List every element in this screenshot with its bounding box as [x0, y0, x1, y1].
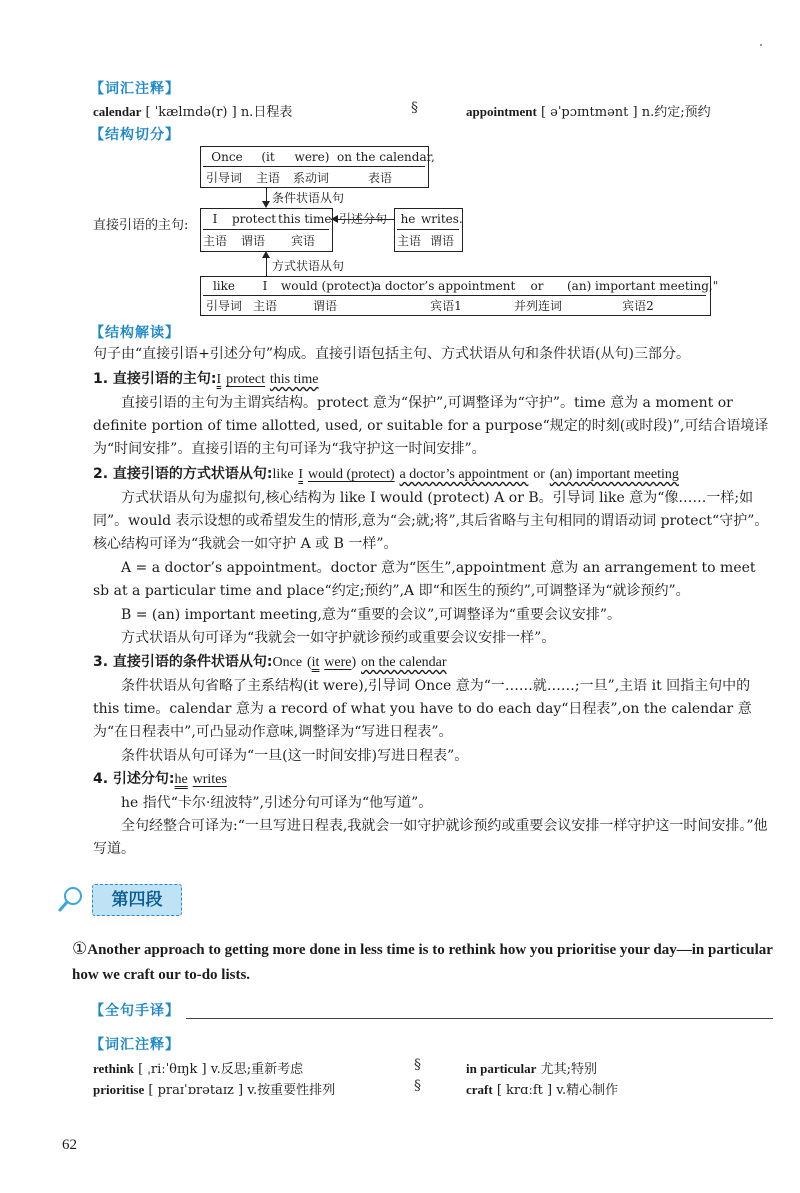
- cond-word: Once: [211, 150, 243, 164]
- manner-word: (an) important meeting,": [567, 279, 719, 293]
- cond-role: 表语: [367, 171, 392, 185]
- manner-role: 宾语2: [622, 299, 654, 313]
- main-word: I: [212, 212, 218, 226]
- report-role: 主语: [396, 234, 421, 248]
- analysis-p4: B = (an) important meeting,意为“重要的会议”,可调整译为“重要会议安排”。: [121, 607, 622, 623]
- section-title: 第四段: [111, 890, 163, 910]
- cond-word: (it: [261, 150, 275, 164]
- analysis-p6: 条件状语从句省略了主系结构(it were),引导词 Once 意为“一……就……;一旦”,主语 it 回指主句中的 this time。calendar 意为 a record of what you have to do each day“日程表”,on the calendar 意为“在日程表中”,可凸显动作意味,调整译为“写进日程表”。: [93, 678, 752, 740]
- main-word: this time: [278, 212, 332, 226]
- cond-role: 系动词: [292, 171, 329, 185]
- cond-role: 引导词: [205, 171, 242, 185]
- vocab-in-particular: in particular 尤其;特别: [466, 1061, 597, 1077]
- vocab-calendar: calendar [ ˈkælɪndə(r) ] n.日程表: [93, 104, 293, 120]
- manner-word: a doctor’s appointment: [374, 279, 516, 293]
- analysis-p9: 全句经整合可译为:“一旦写进日程表,我就会一如守护就诊预约或重要会议安排一样守护这一时间安排。”他写道。: [93, 818, 768, 857]
- cond-arrow-label: 条件状语从句: [272, 191, 345, 205]
- report-arrow-label: 引述分句: [338, 212, 387, 226]
- vocab-label: 【词汇注释】: [90, 1037, 180, 1053]
- manner-word: like: [212, 279, 236, 293]
- vocab-appointment: appointment [ əˈpɔɪntmənt ] n.约定;预约: [466, 104, 711, 120]
- report-word: writes.: [421, 212, 463, 226]
- heading-manner-clause: 2. 直接引语的方式状语从句:like I would (protect) a doctor’s appointment or (an) important meeting: [93, 466, 679, 482]
- analysis-p8: he 指代“卡尔·纽波特”,引述分句可译为“他写道”。: [121, 795, 433, 811]
- vocab-craft: craft [ krɑːft ] v.精心制作: [466, 1082, 619, 1098]
- manner-word: or: [530, 279, 544, 293]
- cond-word: on the calendar,: [337, 150, 435, 164]
- vocab-prioritise: prioritise [ praɪˈɒrətaɪz ] v.按重要性排列: [93, 1082, 336, 1098]
- magnifier-icon: [56, 884, 86, 914]
- arrow-line: [266, 257, 267, 276]
- manner-role: 谓语: [312, 299, 337, 313]
- arrow-up-icon: [262, 251, 270, 258]
- main-role: 宾语: [290, 234, 315, 248]
- main-clause-label: 直接引语的主句:: [93, 218, 189, 233]
- manner-role: 引导词: [205, 299, 242, 313]
- report-rule: [397, 229, 459, 230]
- divider-squiggle: §: [411, 100, 418, 116]
- cond-word: were): [294, 150, 330, 164]
- manner-rule: [203, 295, 706, 296]
- translate-label: 【全句手译】: [90, 1003, 180, 1019]
- arrow-down-icon: [262, 201, 270, 208]
- manner-role: 并列连词: [513, 299, 562, 313]
- analysis-p5: 方式状语从句可译为“我就会一如守护就诊预约或重要会议安排一样”。: [121, 630, 556, 646]
- cond-role: 主语: [255, 171, 280, 185]
- manner-word: I: [262, 279, 268, 293]
- main-rule: [203, 229, 329, 230]
- analysis-p1: 直接引语的主句为主谓宾结构。protect 意为“保护”,可调整译为“守护”。time 意为 a moment or definite portion of time allotted, used, or suitable for a purpose“规定的时刻(或时段)”,可结合语境译为“时间安排”。直接引语的主句可译为“我守护这一时间安排”。: [93, 395, 769, 457]
- main-role: 主语: [202, 234, 227, 248]
- analysis-label: 【结构解读】: [90, 325, 180, 341]
- structure-label: 【结构切分】: [90, 127, 180, 143]
- heading-main-clause: 1. 直接引语的主句:I protect this time: [93, 371, 319, 387]
- page-number: 62: [62, 1137, 77, 1153]
- translation-input-line[interactable]: [186, 1018, 773, 1019]
- section-title-box: [92, 884, 182, 916]
- report-role: 谓语: [429, 234, 454, 248]
- key-sentence: ①Another approach to getting more done in less time is to rethink how you prioritise your day—in particular how we craft our to-do lists.: [72, 939, 773, 983]
- heading-condition-clause: 3. 直接引语的条件状语从句:Once (it were) on the calendar: [93, 654, 447, 670]
- divider-squiggle: §: [414, 1078, 421, 1094]
- heading-reporting-clause: 4. 引述分句:he writes: [93, 771, 227, 787]
- manner-role: 宾语1: [430, 299, 462, 313]
- analysis-intro: 句子由“直接引语+引述分句”构成。直接引语包括主句、方式状语从句和条件状语(从句)三部分。: [93, 346, 690, 362]
- vocab-rethink: rethink [ ˌriːˈθɪŋk ] v.反思;重新考虑: [93, 1061, 304, 1077]
- divider-squiggle: §: [414, 1057, 421, 1073]
- manner-word: would (protect): [281, 279, 376, 293]
- main-word: protect: [232, 212, 277, 226]
- analysis-p2: 方式状语从句为虚拟句,核心结构为 like I would (protect) A or B。引导词 like 意为“像……一样;如同”。would 表示设想的或希望发生的情形,意为“会;就;将”,其后省略与主句相同的谓语动词 protect“守护”。核心结构可译为“我就会一如守护 A 或 B 一样”。: [93, 490, 769, 552]
- manner-role: 主语: [252, 299, 277, 313]
- manner-arrow-label: 方式状语从句: [272, 259, 345, 273]
- page-dot: [760, 44, 762, 46]
- analysis-p3: A = a doctor’s appointment。doctor 意为“医生”,appointment 意为 an arrangement to meet sb at a particular time and place“约定;预约”,A 即“和医生的预约”,可调整译为“就诊预约”。: [93, 560, 756, 599]
- main-role: 谓语: [240, 234, 265, 248]
- analysis-p7: 条件状语从句可译为“一旦(这一时间安排)写进日程表”。: [121, 748, 469, 764]
- vocab-label: 【词汇注释】: [90, 81, 180, 97]
- cond-rule: [203, 166, 425, 167]
- report-word: he: [400, 212, 416, 226]
